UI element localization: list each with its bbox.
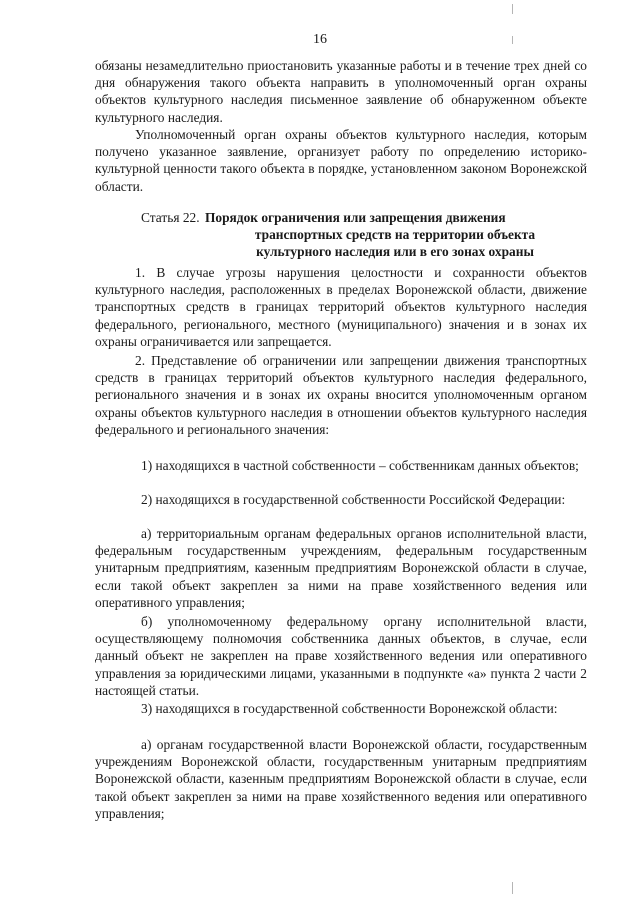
article-heading [141, 209, 591, 260]
subitem-2a: а) территориальным органам федеральных органов исполнительной власти, федеральным государственным учреждениям, федеральным государственным унитарным предприятиям, казенным предприятиям Воронежской области в случае, если такой объект закреплен за ними на праве хозяйственного ведения или оперативного управления; [95, 526, 587, 610]
scan-mark [512, 4, 513, 14]
page-number: 16 [313, 32, 327, 47]
subitem-3: 3) находящихся в государственной собственности Воронежской области: [141, 701, 558, 716]
subitem-2: 2) находящихся в государственной собственности Российской Федерации: [141, 492, 566, 507]
subitem-3a: а) органам государственной власти Воронежской области, государственным учреждениям Воронежской области, государственным унитарным предприятиям Воронежской области, казенным предприятиям Воронежской области в случае, если такой объект закреплен за ними на праве хозяйственного ведения или оперативного управления; [95, 737, 587, 821]
article-title [205, 209, 585, 260]
paragraph-intro-1: обязаны незамедлительно приостановить указанные работы и в течение трех дней со дня обнаружения такого объекта направить в уполномоченный орган охраны объектов культурного наследия письменное заявление об обнаруженном объекте культурного наследия. [95, 58, 587, 125]
article-title-line: Порядок ограничения или запрещения движения [205, 210, 506, 225]
subitem-1: 1) находящихся в частной собственности – собственникам данных объектов; [141, 458, 579, 473]
paragraph-2: 2. Представление об ограничении или запрещении движения транспортных средств в границах территорий объектов культурного наследия федерального, регионального значения и в зонах их охраны вносится уполномоченным органом охраны объектов культурного наследия в отношении объектов культурного наследия федерального и регионального значения: [95, 353, 587, 437]
paragraph-intro-2: Уполномоченный орган охраны объектов культурного наследия, которым получено указанное заявление, организует работу по определению историко-культурной ценности такого объекта в порядке, установленном законом Воронежской области. [95, 127, 587, 194]
scan-mark [512, 36, 513, 44]
article-title-line: транспортных средств на территории объекта [254, 227, 536, 242]
subitem-2b: б) уполномоченному федеральному органу исполнительной власти, осуществляющему полномочия собственника данных объектов, в случае, если данный объект не закреплен на праве хозяйственного ведения или оперативного управления за юридическими лицами, указанными в подпункте «а» пункта 2 части 2 настоящей статьи. [95, 614, 587, 698]
article-title-line: культурного наследия или в его зонах охраны [256, 244, 534, 259]
paragraph-1: 1. В случае угрозы нарушения целостности и сохранности объектов культурного наследия, расположенных в пределах Воронежской области, движение транспортных средств в границах территорий объектов культурного наследия федерального, регионального, местного (муниципального) значения и в зонах их охраны ограничивается или запрещается. [95, 265, 587, 349]
article-label: Статья 22. [141, 210, 200, 225]
scan-mark [512, 882, 513, 894]
